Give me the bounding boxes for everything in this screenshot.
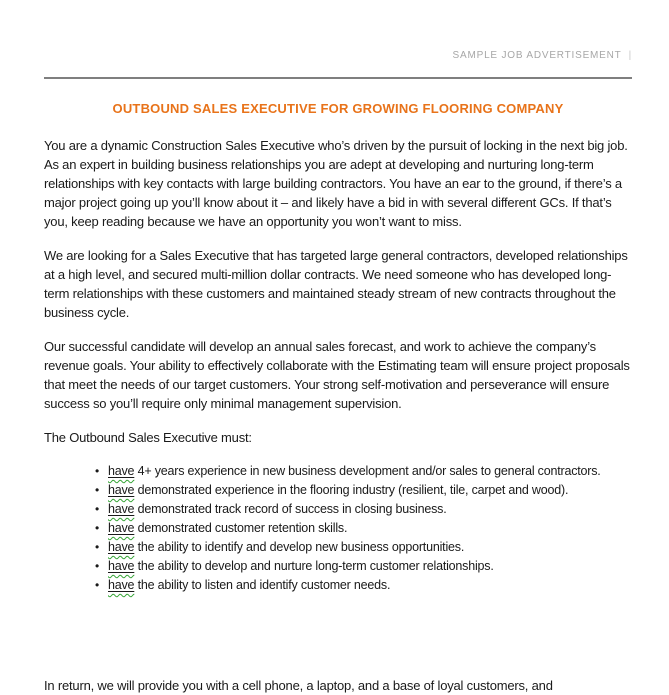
header-rule	[44, 77, 632, 79]
header-label: SAMPLE JOB ADVERTISEMENT	[452, 50, 622, 61]
bullet-marker: •	[95, 464, 100, 478]
header-separator: |	[628, 50, 632, 61]
underlined-word: have	[108, 483, 135, 497]
grammar-squiggle	[108, 540, 134, 554]
bullet-marker: •	[95, 578, 100, 592]
underlined-word: have	[108, 559, 135, 573]
list-item	[44, 462, 632, 481]
grammar-squiggle	[108, 578, 134, 592]
list-item	[44, 519, 632, 538]
list-item-text: the ability to identify and develop new business opportunities.	[134, 540, 465, 554]
grammar-squiggle	[108, 464, 134, 478]
underlined-word: have	[108, 502, 135, 516]
underlined-word: have	[108, 540, 135, 554]
bullet-marker: •	[95, 483, 100, 497]
clipped-paragraph: In return, we will provide you with a cell phone, a laptop, and a base of loyal customers, and	[44, 678, 553, 693]
bullet-marker: •	[95, 521, 100, 535]
list-item	[44, 557, 632, 576]
requirements-list	[44, 462, 632, 595]
underlined-word: have	[108, 578, 135, 592]
underlined-word: have	[108, 521, 135, 535]
page-title: OUTBOUND SALES EXECUTIVE FOR GROWING FLOORING COMPANY	[112, 101, 564, 116]
bullet-marker: •	[95, 540, 100, 554]
grammar-squiggle	[108, 559, 134, 573]
list-item	[44, 538, 632, 557]
list-item-text: 4+ years experience in new business development and/or sales to general contractors.	[134, 464, 601, 478]
list-item-text: the ability to listen and identify customer needs.	[134, 578, 391, 592]
underlined-word: have	[108, 464, 135, 478]
list-item	[44, 576, 632, 595]
paragraph-intro: You are a dynamic Construction Sales Executive who’s driven by the pursuit of locking in the next big job. As an expert in building business relationships you are adept at developing and nurturing long-term relationships with key contacts with large building contractors. You have an ear to the ground, if there’s a major project going up you’ll know about it – and likely have a bid in with several different GCs. If that’s you, keep reading because we have an opportunity you won’t want to miss.	[44, 138, 628, 229]
document-header	[44, 50, 632, 61]
paragraph-candidate: Our successful candidate will develop an annual sales forecast, and work to achieve the company’s revenue goals. Your ability to effectively collaborate with the Estimating team will ensure project proposals that meet the needs of our target customers. Your strong self-motivation and perseverance will ensure success so you’ll require only minimal management supervision.	[44, 339, 630, 411]
bullet-marker: •	[95, 502, 100, 516]
list-item	[44, 481, 632, 500]
list-item-text: demonstrated customer retention skills.	[134, 521, 348, 535]
list-item-text: demonstrated experience in the flooring industry (resilient, tile, carpet and wood).	[134, 483, 569, 497]
bullet-marker: •	[95, 559, 100, 573]
list-item-text: demonstrated track record of success in closing business.	[134, 502, 447, 516]
document-page	[0, 50, 669, 595]
list-item	[44, 500, 632, 519]
grammar-squiggle	[108, 483, 134, 497]
requirements-intro: The Outbound Sales Executive must:	[44, 430, 252, 445]
list-item-text: the ability to develop and nurture long-term customer relationships.	[134, 559, 494, 573]
grammar-squiggle	[108, 502, 134, 516]
grammar-squiggle	[108, 521, 134, 535]
paragraph-looking-for: We are looking for a Sales Executive that has targeted large general contractors, developed relationships at a high level, and secured multi-million dollar contracts. We need someone who has developed long-term relationships with these customers and maintained steady stream of new contracts throughout the business cycle.	[44, 248, 628, 320]
